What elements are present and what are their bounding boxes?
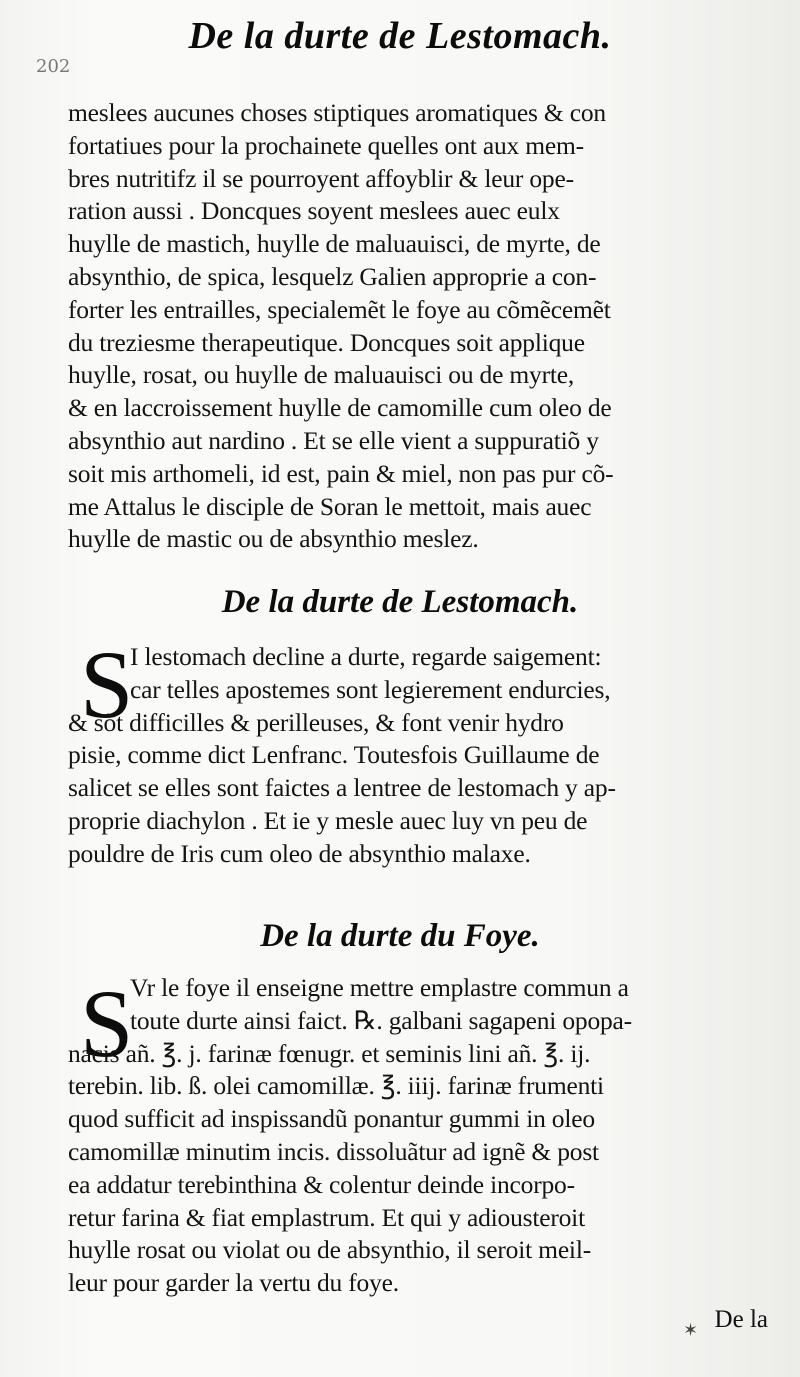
- text-line: huylle rosat ou violat ou de absynthio, il seroit meil-: [68, 1235, 591, 1265]
- text-line: retur farina & fiat emplastrum. Et qui y adiousteroit: [68, 1202, 585, 1232]
- text-line: camomillæ minutim incis. dissoluãtur ad ignẽ & post: [68, 1136, 599, 1166]
- text-line: me Attalus le disciple de Soran le mettoit, mais auec: [68, 491, 592, 521]
- text-line: absynthio, de spica, lesquelz Galien approprie a con-: [68, 261, 597, 291]
- text-line: huylle de mastich, huylle de maluauisci, de myrte, de: [68, 229, 601, 259]
- text-line: car telles apostemes sont legierement endurcies,: [130, 674, 611, 704]
- text-line: nacis añ. ℥. j. farinæ fœnugr. et seminis lini añ. ℥. ij.: [68, 1038, 591, 1068]
- paragraph-3: [68, 972, 768, 1300]
- text-line: meslees aucunes choses stiptiques aromatiques & con: [68, 98, 606, 127]
- text-line: Vr le foye il enseigne mettre emplastre commun a: [130, 973, 629, 1002]
- text-line: ration aussi . Doncques soyent meslees auec eulx: [68, 196, 560, 226]
- text-line: huylle de mastic ou de absynthio meslez.: [68, 524, 479, 554]
- text-line: soit mis arthomeli, id est, pain & miel, non pas pur cõ-: [68, 458, 614, 488]
- running-head: De la durte de Lestomach.: [188, 15, 612, 57]
- drop-cap: S: [80, 970, 134, 1077]
- text-line: I lestomach decline a durte, regarde saigement:: [130, 642, 602, 671]
- text-line: & sõt difficilles & perilleuses, & font venir hydro: [68, 707, 564, 737]
- text-line: terebin. lib. ß. olei camomillæ. ℥. iiij. farinæ frumenti: [68, 1071, 604, 1101]
- ink-mark-icon: ✶: [683, 1320, 699, 1341]
- text-line: du treziesme therapeutique. Doncques soit applique: [68, 327, 585, 357]
- paragraph-1: [68, 97, 768, 556]
- text-line: quod sufficit ad inspissandũ ponantur gummi in oleo: [68, 1104, 595, 1134]
- paragraph-2: [68, 641, 768, 871]
- text-line: fortatiues pour la prochainete quelles ont aux mem-: [68, 130, 584, 160]
- text-line: leur pour garder la vertu du foye.: [68, 1268, 399, 1298]
- page-number: 202: [36, 56, 71, 77]
- text-line: absynthio aut nardino . Et se elle vient a suppuratiõ y: [68, 425, 599, 455]
- text-line: salicet se elles sont faictes a lentree de lestomach y ap-: [68, 773, 616, 803]
- text-line: proprie diachylon . Et ie y mesle auec luy vn peu de: [68, 805, 588, 835]
- text-line: huylle, rosat, ou huylle de maluauisci ou de myrte,: [68, 360, 575, 390]
- text-line: pouldre de Iris cum oleo de absynthio malaxe.: [68, 838, 531, 868]
- section-heading: De la durte de Lestomach.: [221, 584, 579, 620]
- drop-cap: S: [80, 631, 134, 738]
- text-line: bres nutritifz il se pourroyent affoyblir & leur ope-: [68, 163, 574, 193]
- text-line: forter les entrailles, specialemẽt le foye au cõmẽcemẽt: [68, 294, 611, 324]
- text-line: ea addatur terebinthina & colentur deinde incorpo-: [68, 1169, 575, 1199]
- section-heading: De la durte du Foye.: [260, 918, 540, 954]
- catchword: De la: [714, 1306, 768, 1333]
- text-line: toute durte ainsi faict. ℞. galbani sagapeni opopa-: [130, 1005, 632, 1035]
- text-line: pisie, comme dict Lenfranc. Toutesfois Guillaume de: [68, 740, 600, 770]
- text-line: & en laccroissement huylle de camomille cum oleo de: [68, 393, 612, 423]
